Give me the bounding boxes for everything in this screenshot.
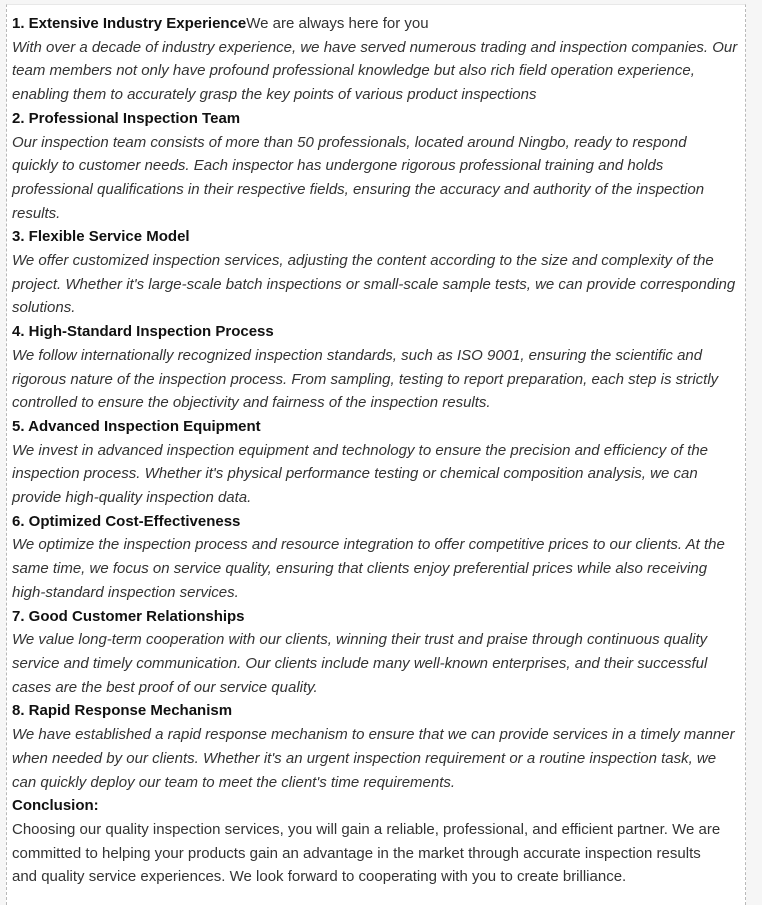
section-body-line: We follow internationally recognized inspection standards, such as ISO 9001, ensuring the scientific and	[12, 346, 703, 364]
section-body-line: We offer customized inspection services, adjusting the content according to the size and complexity of the	[12, 252, 714, 270]
section-good-customer-relationships	[12, 605, 746, 700]
section-body-line: rigorous nature of the inspection process. From sampling, testing to report preparation, each step is strictly	[12, 370, 719, 388]
section-body-line: cases are the best proof of our service quality.	[12, 678, 318, 696]
section-body-line: enabling them to accurately grasp the key points of various product inspections	[12, 86, 537, 104]
section-high-standard-inspection-process	[12, 320, 746, 415]
section-body-line: We have established a rapid response mechanism to ensure that we can provide services in a timely manner	[12, 726, 735, 744]
section-extensive-industry-experience	[12, 12, 746, 107]
section-body-line: controlled to ensure the objectivity and fairness of the inspection results.	[12, 394, 491, 412]
section-flexible-service-model	[12, 225, 746, 320]
section-heading: 4. High-Standard Inspection Process	[12, 323, 274, 341]
section-advanced-inspection-equipment	[12, 415, 746, 510]
section-body-line: We value long-term cooperation with our clients, winning their trust and praise through continuous quality	[12, 631, 708, 649]
section-body-line: results.	[12, 204, 61, 222]
section-heading: 3. Flexible Service Model	[12, 228, 190, 246]
conclusion-body-line: committed to helping your products gain an advantage in the market through accurate inspection results	[12, 844, 701, 862]
article-body	[12, 12, 746, 889]
section-body-line: high-standard inspection services.	[12, 583, 239, 601]
section-conclusion	[12, 794, 746, 889]
section-body-line: inspection process. Whether it's physical performance testing or chemical composition analysis, we can	[12, 465, 698, 483]
section-body-line: service and timely communication. Our clients include many well-known enterprises, and their successful	[12, 654, 708, 672]
section-heading: 7. Good Customer Relationships	[12, 607, 245, 625]
section-heading: 5. Advanced Inspection Equipment	[12, 417, 261, 435]
section-body-line: can quickly deploy our team to meet the client's time requirements.	[12, 773, 456, 791]
section-heading: 1. Extensive Industry Experience	[12, 15, 247, 32]
section-body-line: solutions.	[12, 299, 76, 317]
section-body-line: With over a decade of industry experience, we have served numerous trading and inspection companies. Our	[12, 38, 738, 56]
section-body-line: We invest in advanced inspection equipment and technology to ensure the precision and efficiency of the	[12, 441, 708, 459]
section-heading-line	[12, 12, 746, 36]
section-body-line: We optimize the inspection process and resource integration to offer competitive prices to our clients. At the	[12, 536, 725, 554]
section-optimized-cost-effectiveness	[12, 510, 746, 605]
section-body-line: professional qualifications in their respective fields, ensuring the accuracy and authority of the inspection	[12, 180, 705, 198]
conclusion-body-line: Choosing our quality inspection services, you will gain a reliable, professional, and efficient partner. We are	[12, 820, 721, 838]
section-heading: 6. Optimized Cost-Effectiveness	[12, 512, 241, 530]
section-body-line: quickly to customer needs. Each inspector has undergone rigorous professional training and holds	[12, 157, 664, 175]
conclusion-heading: Conclusion:	[12, 797, 99, 815]
section-professional-inspection-team	[12, 107, 746, 226]
section-body-line: project. Whether it's large-scale batch inspections or small-scale sample tests, we can provide corresponding	[12, 275, 736, 293]
section-rapid-response-mechanism	[12, 699, 746, 794]
section-heading-tagline: We are always here for you	[246, 15, 429, 32]
section-heading: 8. Rapid Response Mechanism	[12, 702, 233, 720]
section-body-line: Our inspection team consists of more than 50 professionals, located around Ningbo, ready to respond	[12, 133, 687, 151]
section-body-line: team members not only have profound professional knowledge but also rich field operation experience,	[12, 62, 695, 80]
section-body-line: when needed by our clients. Whether it's an urgent inspection requirement or a routine inspection task, we	[12, 749, 717, 767]
section-heading: 2. Professional Inspection Team	[12, 109, 241, 127]
section-body-line: same time, we focus on service quality, ensuring that clients enjoy preferential prices while also receiving	[12, 560, 708, 578]
section-body-line: provide high-quality inspection data.	[12, 489, 252, 507]
conclusion-body-line: and quality service experiences. We look forward to cooperating with you to create brilliance.	[12, 868, 627, 886]
